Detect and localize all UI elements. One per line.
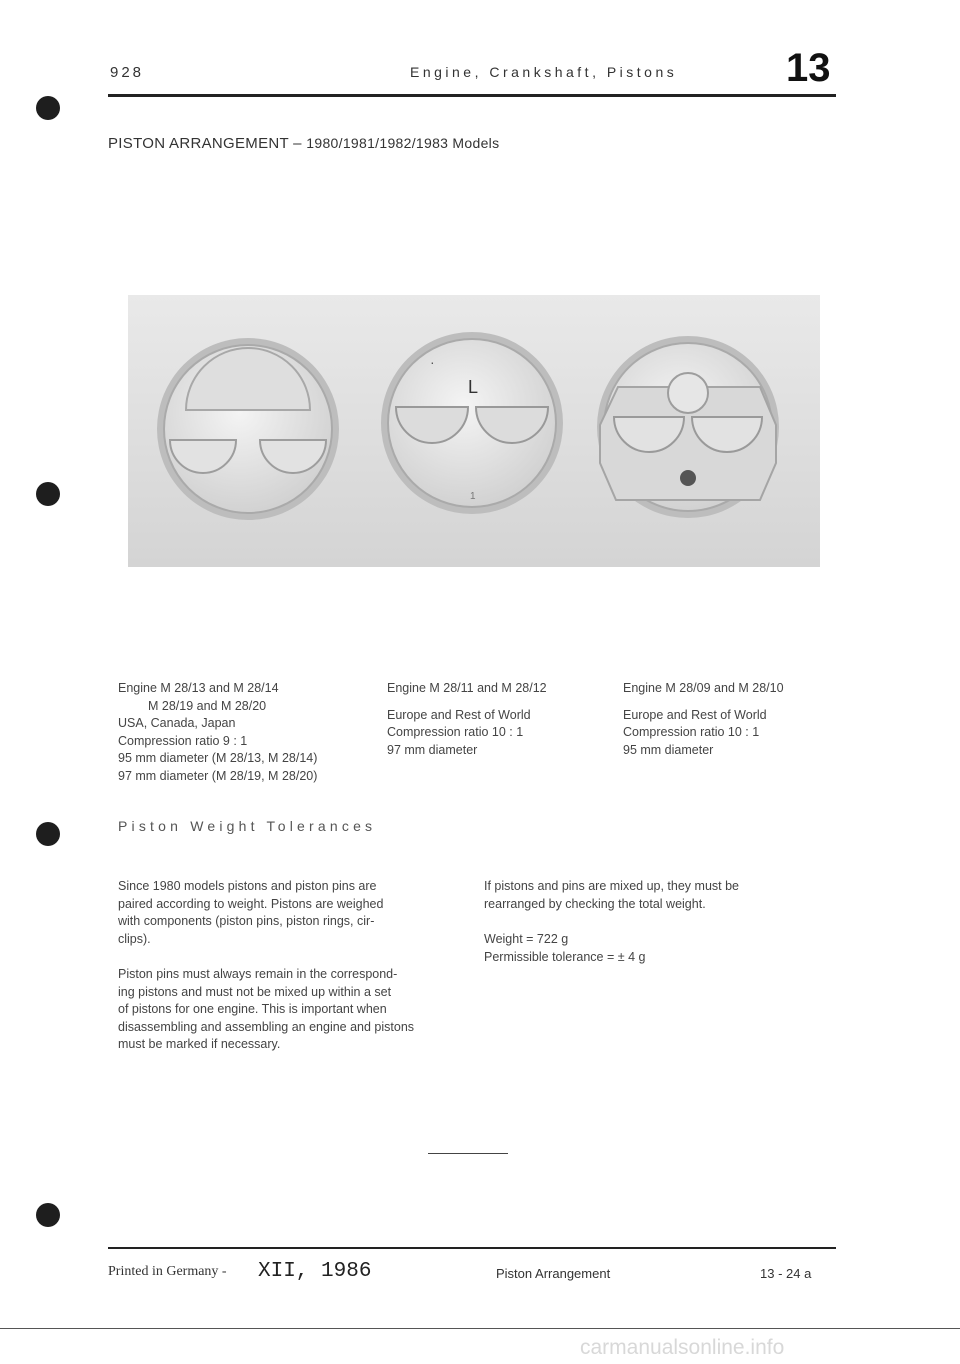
end-rule: [428, 1153, 508, 1154]
caption-middle-markets: Europe and Rest of World: [387, 707, 531, 722]
body-left-p2-line: disassembling and assembling an engine and pistons: [118, 1019, 415, 1034]
binder-hole: [36, 482, 60, 506]
caption-middle-compression: Compression ratio 10 : 1: [387, 725, 524, 740]
footer-date: XII, 1986: [258, 1260, 372, 1283]
caption-middle-diameter: 97 mm diameter: [387, 742, 478, 757]
body-left-p2-line: Piston pins must always remain in the correspond-: [118, 967, 398, 981]
body-left-p1-line: Since 1980 models pistons and piston pins are: [118, 879, 377, 893]
caption-left-diameter-97: 97 mm diameter (M 28/19, M 28/20): [118, 768, 318, 783]
bottom-rule: [0, 1328, 960, 1329]
caption-right-compression: Compression ratio 10 : 1: [623, 725, 760, 740]
piston-right: [597, 336, 779, 518]
page-title-models: 1980/1981/1982/1983 Models: [306, 135, 500, 151]
page-title-text: PISTON ARRANGEMENT –: [108, 135, 302, 152]
body-left-p2-line: ing pistons and must not be mixed up within a set: [118, 984, 392, 999]
section-title: Piston Weight Tolerances: [118, 818, 377, 834]
caption-middle-engine: Engine M 28/11 and M 28/12: [387, 681, 547, 695]
header-model: 928: [110, 64, 145, 81]
binder-hole: [36, 96, 60, 120]
caption-middle: [387, 680, 547, 759]
header-group-number: 13: [786, 46, 831, 90]
body-left-p1-line: clips).: [118, 931, 151, 946]
piston-left: [157, 338, 339, 520]
piston-mark-dot: ·: [430, 354, 435, 370]
body-right-p1-line: rearranged by checking the total weight.: [484, 896, 706, 911]
body-left-p2-line: of pistons for one engine. This is important when: [118, 1002, 387, 1016]
caption-right-diameter: 95 mm diameter: [623, 742, 714, 757]
tolerance-value: Permissible tolerance = ± 4 g: [484, 949, 646, 964]
body-left-p1-line: with components (piston pins, piston rings, cir-: [118, 914, 375, 928]
body-left-p1-line: paired according to weight. Pistons are weighed: [118, 896, 384, 911]
header-title: Engine, Crankshaft, Pistons: [410, 64, 678, 80]
pistons-photo: [128, 295, 820, 567]
binder-hole: [36, 822, 60, 846]
caption-right-markets: Europe and Rest of World: [623, 707, 767, 722]
caption-left-diameter-95: 95 mm diameter (M 28/13, M 28/14): [118, 751, 318, 766]
footer-printed: Printed in Germany -: [108, 1264, 227, 1279]
footer-rule: [108, 1247, 836, 1249]
body-right: [484, 878, 739, 966]
piston-middle: [381, 332, 563, 514]
caption-left-engine-2: M 28/19 and M 28/20: [148, 698, 267, 713]
caption-left-markets: USA, Canada, Japan: [118, 716, 236, 731]
binder-hole: [36, 1203, 60, 1227]
body-right-p1-line: If pistons and pins are mixed up, they must be: [484, 879, 739, 893]
caption-left-compression: Compression ratio 9 : 1: [118, 733, 248, 748]
footer-page-number: 13 - 24 a: [760, 1266, 812, 1281]
body-left-p2-line: must be marked if necessary.: [118, 1037, 281, 1051]
page-title: [108, 135, 499, 152]
watermark: carmanualsonline.info: [580, 1336, 785, 1359]
caption-right-engine: Engine M 28/09 and M 28/10: [623, 681, 784, 695]
weight-value: Weight = 722 g: [484, 932, 569, 946]
footer-section: Piston Arrangement: [496, 1266, 611, 1281]
header-rule: [108, 94, 836, 97]
body-left: [118, 878, 414, 1054]
caption-left: [118, 680, 317, 786]
piston-mark-number: 1: [470, 491, 476, 502]
caption-left-engine: Engine M 28/13 and M 28/14: [118, 681, 279, 695]
piston-mark-arrow: L: [468, 377, 479, 397]
caption-right: [623, 680, 784, 759]
